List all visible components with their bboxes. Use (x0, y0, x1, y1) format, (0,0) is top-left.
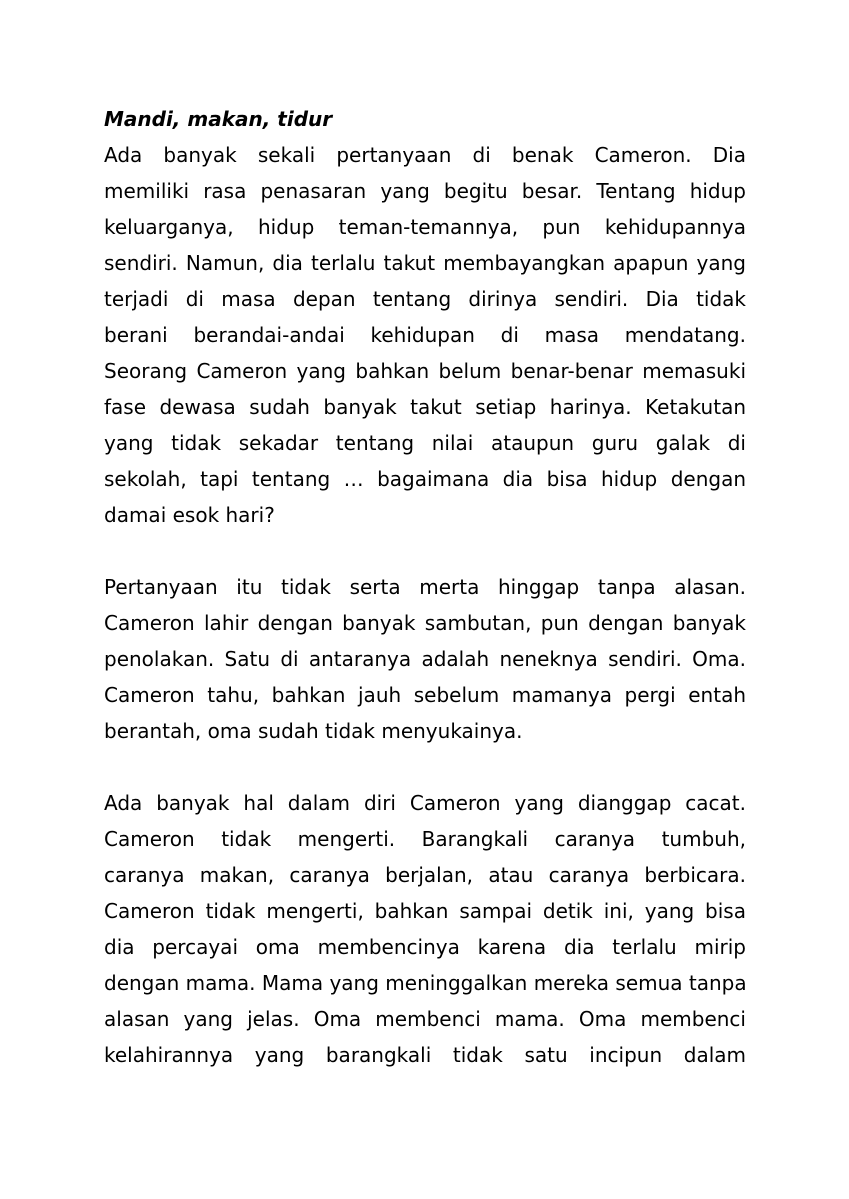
text-line: Pertanyaan itu tidak serta merta hinggap tanpa alasan. (104, 575, 746, 599)
paragraph-1 (104, 137, 746, 533)
text-line: berani berandai-andai kehidupan di masa mendatang. (104, 323, 746, 347)
text-line: kelahirannya yang barangkali tidak satu incipun dalam (104, 1043, 746, 1067)
text-line: alasan yang jelas. Oma membenci mama. Oma membenci (104, 1007, 746, 1031)
text-line: sendiri. Namun, dia terlalu takut membayangkan apapun yang (104, 251, 746, 275)
text-line: Cameron tidak mengerti, bahkan sampai detik ini, yang bisa (104, 899, 746, 923)
text-line: dia percayai oma membencinya karena dia terlalu mirip (104, 935, 746, 959)
text-line: damai esok hari? (104, 503, 275, 527)
chapter-title: Mandi, makan, tidur (104, 107, 333, 131)
text-line: penolakan. Satu di antaranya adalah neneknya sendiri. Oma. (104, 647, 746, 671)
paragraph-2 (104, 569, 746, 749)
text-line: Cameron tahu, bahkan jauh sebelum mamanya pergi entah (104, 683, 746, 707)
text-line: fase dewasa sudah banyak takut setiap harinya. Ketakutan (104, 395, 746, 419)
text-line: terjadi di masa depan tentang dirinya sendiri. Dia tidak (104, 287, 746, 311)
text-line: berantah, oma sudah tidak menyukainya. (104, 719, 523, 743)
paragraph-spacer (104, 749, 746, 785)
text-line: keluarganya, hidup teman-temannya, pun kehidupannya (104, 215, 746, 239)
text-line: Ada banyak sekali pertanyaan di benak Cameron. Dia (104, 143, 746, 167)
document-page (104, 101, 746, 1073)
text-line: Cameron lahir dengan banyak sambutan, pun dengan banyak (104, 611, 746, 635)
text-line: Ada banyak hal dalam diri Cameron yang dianggap cacat. (104, 791, 746, 815)
text-line: Seorang Cameron yang bahkan belum benar-benar memasuki (104, 359, 746, 383)
text-line: memiliki rasa penasaran yang begitu besar. Tentang hidup (104, 179, 746, 203)
text-line: caranya makan, caranya berjalan, atau caranya berbicara. (104, 863, 746, 887)
text-line: yang tidak sekadar tentang nilai ataupun guru galak di (104, 431, 746, 455)
text-line: Cameron tidak mengerti. Barangkali caranya tumbuh, (104, 827, 746, 851)
paragraph-3 (104, 785, 746, 1073)
text-line: dengan mama. Mama yang meninggalkan mereka semua tanpa (104, 971, 747, 995)
text-line: sekolah, tapi tentang … bagaimana dia bisa hidup dengan (104, 467, 746, 491)
paragraph-spacer (104, 533, 746, 569)
